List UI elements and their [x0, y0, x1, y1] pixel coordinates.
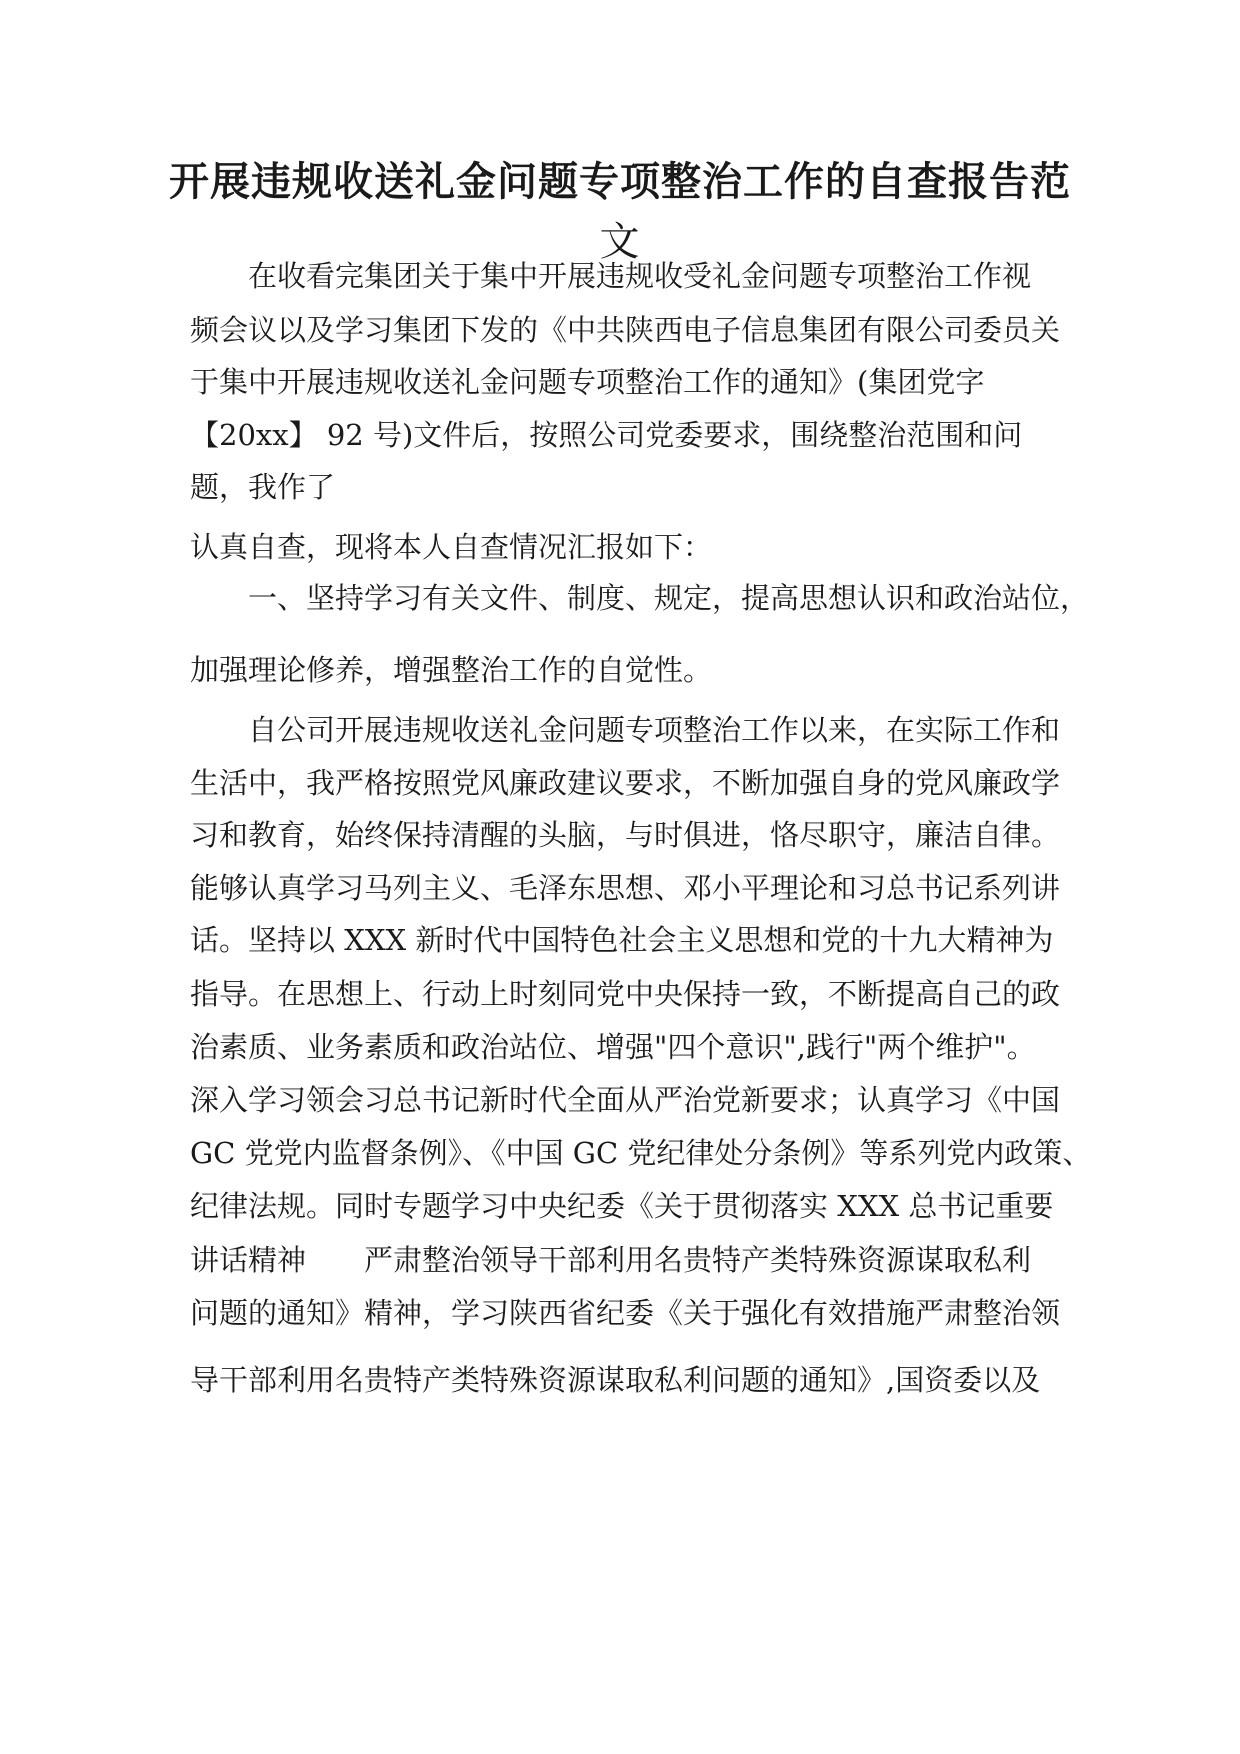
paragraph-line: 治素质、业务素质和政治站位、增强"四个意识",践行"两个维护"。: [190, 1030, 1036, 1064]
section-heading-line: 一、坚持学习有关文件、制度、规定，提高思想认识和政治站位，: [248, 581, 1090, 615]
paragraph-line: 习和教育，始终保持清醒的头脑，与时俱进，恪尽职守，廉洁自律。: [190, 818, 1061, 852]
paragraph-line: 问题的通知》精神，学习陕西省纪委《关于强化有效措施严肃整治领: [190, 1296, 1061, 1330]
paragraph-line: 【20xx】 92 号)文件后，按照公司党委要求，围绕整治范围和问: [190, 418, 1023, 452]
paragraph-line: GC 党党内监督条例》、《中国 GC 党纪律处分条例》等系列党内政策、: [190, 1136, 1092, 1170]
paragraph-line: 于集中开展违规收送礼金问题专项整治工作的通知》(集团党字: [190, 365, 985, 399]
paragraph-line: 导干部利用名贵特产类特殊资源谋取私利问题的通知》,国资委以及: [190, 1363, 1041, 1397]
paragraph-line: 认真自查，现将本人自查情况汇报如下：: [190, 530, 713, 564]
paragraph-line: 自公司开展违规收送礼金问题专项整治工作以来，在实际工作和: [248, 713, 1061, 747]
paragraph-line: 深入学习领会习总书记新时代全面从严治党新要求；认真学习《中国: [190, 1083, 1061, 1117]
paragraph-line: 题，我作了: [190, 470, 336, 504]
paragraph-line: 能够认真学习马列主义、毛泽东思想、邓小平理论和习总书记系列讲: [190, 871, 1061, 905]
paragraph-line: 纪律法规。同时专题学习中央纪委《关于贯彻落实 XXX 总书记重要: [190, 1189, 1054, 1223]
document-title-line-2: 文: [599, 219, 641, 265]
paragraph-line: 指导。在思想上、行动上时刻同党中央保持一致，不断提高自己的政: [190, 977, 1061, 1011]
paragraph-line: 频会议以及学习集团下发的《中共陕西电子信息集团有限公司委员关: [190, 313, 1061, 347]
paragraph-line: 讲话精神 严肃整治领导干部利用名贵特产类特殊资源谋取私利: [190, 1243, 1032, 1277]
document-title-line-1: 开展违规收送礼金问题专项整治工作的自查报告范: [169, 158, 1071, 205]
paragraph-line: 话。坚持以 XXX 新时代中国特色社会主义思想和党的十九大精神为: [190, 923, 1054, 957]
section-heading-line: 加强理论修养，增强整治工作的自觉性。: [190, 653, 713, 687]
paragraph-line: 生活中，我严格按照党风廉政建议要求，不断加强自身的党风廉政学: [190, 766, 1061, 800]
paragraph-line: 在收看完集团关于集中开展违规收受礼金问题专项整治工作视: [248, 259, 1032, 293]
